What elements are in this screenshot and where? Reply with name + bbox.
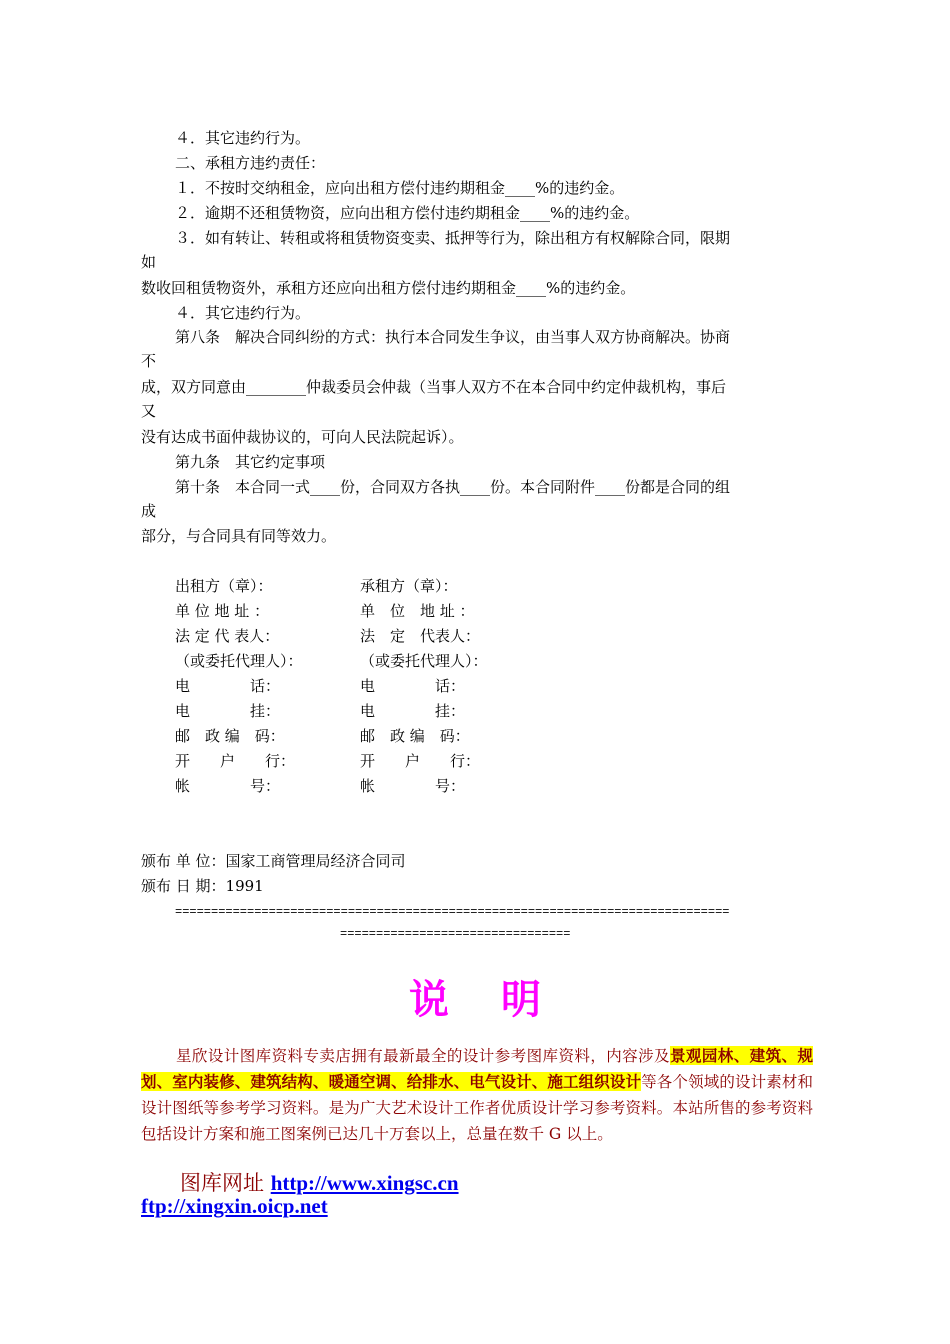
contract-line: 又	[141, 402, 157, 420]
lessor-field: （或委托代理人）：	[175, 652, 303, 670]
lessor-field: 单 位 地 址 ：	[175, 602, 270, 620]
contract-line: ２．逾期不还租赁物资，应向出租方偿付违约期租金____%的违约金。	[175, 204, 640, 222]
lessee-field: 开 户 行：	[360, 752, 481, 770]
gallery-line	[180, 1167, 459, 1197]
issuer-line: 颁布 单 位：国家工商管理局经济合同司	[141, 852, 406, 870]
notice-title-char: 说	[409, 976, 449, 1023]
contract-line: 如	[141, 253, 157, 271]
lessee-field: （或委托代理人）：	[360, 652, 488, 670]
lessor-field: 邮 政 编 码：	[175, 727, 285, 745]
contract-line: ４．其它违约行为。	[175, 129, 311, 147]
lessee-field: 电 挂：	[360, 702, 466, 720]
contract-line: 数收回租赁物资外，承租方还应向出租方偿付违约期租金____%的违约金。	[141, 279, 636, 297]
contract-line: ３．如有转让、转租或将租赁物资变卖、抵押等行为，除出租方有权解除合同，限期	[175, 229, 731, 247]
contract-line: 没有达成书面仲裁协议的，可向人民法院起诉）。	[141, 428, 464, 446]
contract-line: 第八条 解决合同纠纷的方式：执行本合同发生争议，由当事人双方协商解决。协商	[175, 328, 731, 346]
contract-line: 第九条 其它约定事项	[175, 453, 326, 471]
lessee-field: 邮 政 编 码：	[360, 727, 470, 745]
notice-intro: 星欣设计图库资料专卖店拥有最新最全的设计参考图库资料，内容涉及	[176, 1047, 670, 1065]
lessor-field: 电 挂：	[175, 702, 281, 720]
contract-line: 二、承租方违约责任：	[175, 154, 326, 172]
notice-paragraph	[141, 1043, 813, 1147]
lessor-field: 出租方（章）：	[175, 577, 273, 595]
lessee-field: 单 位 地 址 ：	[360, 602, 475, 620]
lessee-field: 法 定 代表人：	[360, 627, 481, 645]
separator-line-short: ================================	[340, 927, 571, 941]
issue-date-line: 颁布 日 期：1991	[141, 877, 264, 895]
contract-line: 成，双方同意由________仲裁委员会仲裁（当事人双方不在本合同中约定仲裁机构，事后	[141, 378, 727, 396]
contract-line: 不	[141, 352, 157, 370]
lessor-field: 开 户 行：	[175, 752, 296, 770]
contract-line: 第十条 本合同一式____份，合同双方各执____份。本合同附件____份都是合同的组	[175, 478, 731, 496]
contract-line: ４．其它违约行为。	[175, 304, 311, 322]
notice-highlight: 景观园林、建筑、规划、室内装修、建筑结构、暖通空调、给排水、电气设计、施工组织设计	[141, 1046, 813, 1091]
lessee-field: 电 话：	[360, 677, 466, 695]
notice-title-char: 明	[501, 976, 541, 1023]
ftp-url-link[interactable]: ftp://xingxin.oicp.net	[141, 1194, 328, 1218]
contract-line: 部分，与合同具有同等效力。	[141, 527, 337, 545]
gallery-url-link[interactable]: http://www.xingsc.cn	[270, 1171, 459, 1195]
notice-rest: 等各个领域的设计素材和设计图纸等参考学习资料。是为广大艺术设计工作者优质设计学习参考资料。本站所售的参考资料包括设计方案和施工图案例已达几十万套以上，总量在数千 G 以上。	[141, 1073, 813, 1143]
lessor-field: 帐 号：	[175, 777, 281, 795]
contract-line: １．不按时交纳租金，应向出租方偿付违约期租金____%的违约金。	[175, 179, 625, 197]
notice-title	[0, 968, 950, 1025]
contract-line: 成	[141, 502, 157, 520]
lessor-field: 电 话：	[175, 677, 281, 695]
gallery-label: 图库网址	[180, 1171, 271, 1195]
lessee-field: 帐 号：	[360, 777, 466, 795]
lessee-field: 承租方（章）：	[360, 577, 458, 595]
separator-line: =============================================================================	[175, 905, 730, 919]
lessor-field: 法 定 代 表人：	[175, 627, 280, 645]
